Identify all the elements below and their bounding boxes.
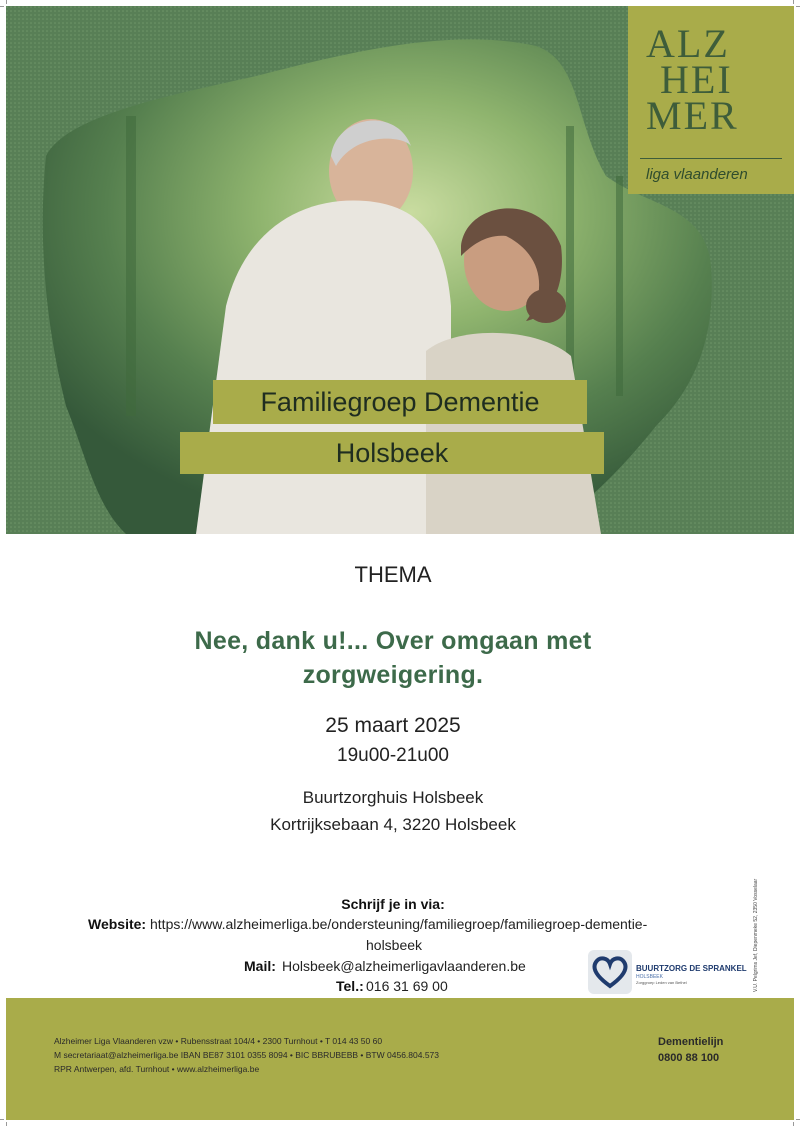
- event-title: Familiegroep Dementie: [260, 387, 540, 417]
- dementielijn-number[interactable]: 0800 88 100: [658, 1052, 720, 1064]
- partner-name: BUURTZORG DE SPRANKEL: [636, 964, 747, 973]
- crop-mark: [6, 1122, 7, 1126]
- alzheimer-liga-logo: [628, 6, 794, 194]
- mail-link[interactable]: Holsbeek@alzheimerligavlaanderen.be: [282, 958, 526, 974]
- partner-subtitle: HOLSBEEK: [636, 974, 663, 980]
- venue-address: Kortrijksebaan 4, 3220 Holsbeek: [270, 815, 516, 834]
- footer-bank: M secretariaat@alzheimerliga.be IBAN BE87 3101 0355 8094 • BIC BBRUBEBB • BTW 0456.804.573: [54, 1050, 440, 1060]
- website-link-continued[interactable]: holsbeek: [366, 937, 423, 953]
- website-link[interactable]: https://www.alzheimerliga.be/ondersteuning/familiegroep/familiegroep-dementie-: [150, 916, 648, 932]
- crop-mark: [796, 6, 800, 7]
- tel-number[interactable]: 016 31 69 00: [366, 978, 448, 994]
- crop-mark: [0, 1119, 4, 1120]
- heart-icon: [588, 950, 632, 994]
- logo-wordmark: [646, 21, 776, 138]
- partner-logo: [588, 950, 747, 994]
- event-time: 19u00-21u00: [337, 745, 449, 766]
- crop-mark: [793, 1122, 794, 1126]
- footer-registration: RPR Antwerpen, afd. Turnhout • www.alzheimerliga.be: [54, 1064, 260, 1074]
- publisher-text: V.U. Pelgrims Jef, Diepenmeke 52, 2350 Vosselaar: [753, 878, 759, 992]
- footer-address: Alzheimer Liga Vlaanderen vzw • Rubensstraat 104/4 • 2300 Turnhout • T 014 43 50 60: [54, 1036, 383, 1046]
- crop-mark: [6, 0, 7, 4]
- venue-name: Buurtzorghuis Holsbeek: [302, 788, 484, 807]
- tel-label: Tel.:: [336, 978, 364, 994]
- logo-line: ALZ: [646, 21, 730, 66]
- dementielijn-label: Dementielijn: [658, 1036, 724, 1048]
- footer: [6, 998, 794, 1120]
- partner-tagline: Zorggroep Leden van Bethel: [636, 980, 687, 985]
- registration-title: Schrijf je in via:: [341, 896, 445, 912]
- website-label: Website:: [88, 916, 147, 932]
- logo-subtitle: liga vlaanderen: [646, 166, 748, 183]
- publisher-note: [753, 852, 763, 992]
- event-date: 25 maart 2025: [325, 714, 461, 737]
- mail-label: Mail:: [244, 958, 276, 974]
- crop-mark: [793, 0, 794, 4]
- theme-subject: Nee, dank u!... Over omgaan met zorgweigering.: [194, 627, 592, 689]
- crop-mark: [0, 6, 4, 7]
- logo-line: MER: [646, 93, 739, 138]
- theme-label: THEMA: [354, 562, 432, 587]
- logo-line: HEI: [660, 57, 733, 102]
- crop-mark: [796, 1119, 800, 1120]
- event-location: Holsbeek: [335, 438, 449, 468]
- logo-divider: [640, 158, 782, 159]
